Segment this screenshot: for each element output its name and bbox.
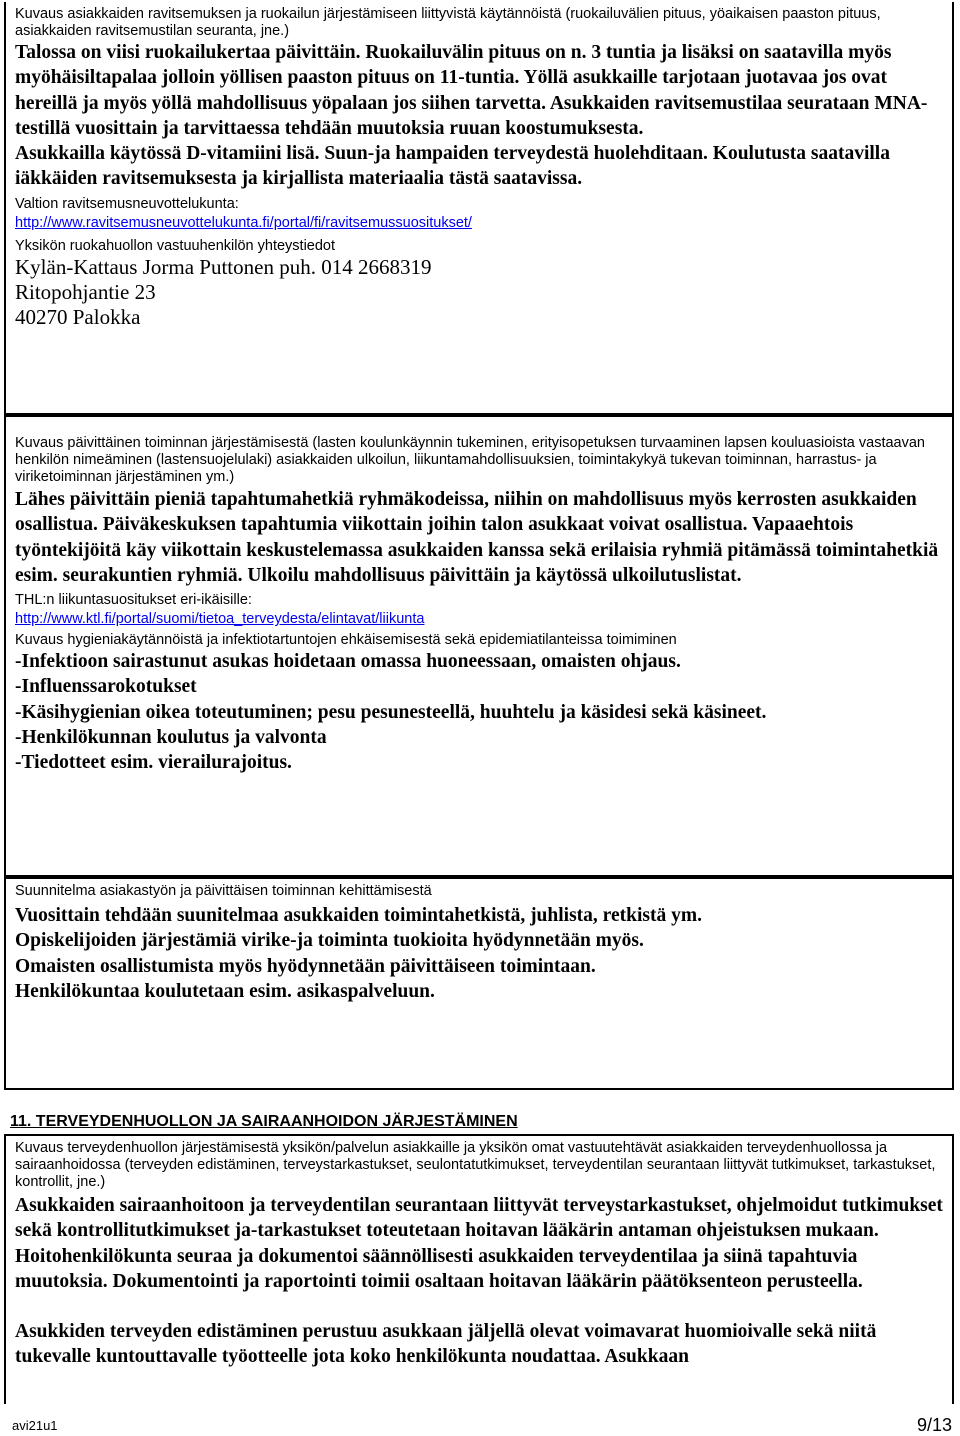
development-line: Vuosittain tehdään suunitelmaa asukkaiden toimintahetkistä, juhlista, retkistä ym. <box>15 905 702 926</box>
health-care-description: Asukkaiden sairaanhoitoon ja terveydentilan seurantaan liittyvät terveystarkastukset, ohjelmoidut tutkimukset sekä kontrollitutkimukset ja-tarkastukset toteutetaan hoitavan lääkärin antaman ohjeistuksen mukaan. Hoitohenkilökunta seuraa ja dokumentoi säännöllisesti asukkaiden terveydentilaa ja siinä tapahtuvia muutoksia. Dokumentointi ja raportointi toimii osaltaan hoitavan lääkärin päätöksenteon perusteella. <box>15 1195 943 1292</box>
development-line: Henkilökuntaa koulutetaan esim. asikaspalveluun. <box>15 980 435 1002</box>
development-line: Omaisten osallistumista myös hyödynnetään päivittäiseen toimintaan. <box>15 955 596 977</box>
hygiene-item: -Henkilökunnan koulutus ja valvonta <box>15 727 327 749</box>
activities-caption: Kuvaus päivittäinen toiminnan järjestämisestä (lasten koulunkäynnin tukeminen, erityisopetuksen turvaaminen lapsen kouluasioista vastaavan henkilön nimeäminen (lastensuojelulaki) asiakkaiden ulkoilun, liikuntamahdollisuuksien, toimintakykyä tukevan toiminnan, harrastus- ja viriketoiminnan järjestäminen ym.) <box>15 435 925 485</box>
hygiene-item: -Tiedotteet esim. vierailurajoitus. <box>15 752 292 774</box>
page-number: 9/13 <box>917 1415 953 1435</box>
contact-name: Kylän-Kattaus Jorma Puttonen puh. 014 2668319 <box>15 254 432 279</box>
development-caption: Suunnitelma asiakastyön ja päivittäisen toiminnan kehittämisestä <box>15 883 432 899</box>
nutrition-description-2: Asukkailla käytössä D-vitamiini lisä. Suun-ja hampaiden terveydestä huolehditaan. Koulutusta saatavilla iäkkäiden ravitsemuksesta ja kirjallista materiaalia tästä saatavissa. <box>15 143 890 190</box>
health-care-description-2: Asukkiden terveyden edistäminen perustuu asukkaan jäljellä olevat voimavarat huomioivalle sekä niitä tukevalle kuntouttavalle työotteelle jota koko henkilökunta noudattaa. Asukkaan <box>15 1321 877 1368</box>
activities-reference-link[interactable]: http://www.ktl.fi/portal/suomi/tietoa_terveydesta/elintavat/liikunta <box>15 611 425 628</box>
section-title: 11. TERVEYDENHUOLLON JA SAIRAANHOIDON JÄRJESTÄMINEN <box>10 1113 518 1130</box>
hygiene-item: -Käsihygienian oikea toteutuminen; pesu pesunesteellä, huuhtelu ja käsidesi sekä käsineet. <box>15 701 767 723</box>
nutrition-caption: Kuvaus asiakkaiden ravitsemuksen ja ruokailun järjestämiseen liittyvistä käytännöistä (ruokailuvälien pituus, yöaikaisen paaston pituus, asiakkaiden ravitsemustilan seuranta, jne.) <box>15 6 881 39</box>
contact-label: Yksikön ruokahuollon vastuuhenkilön yhteystiedot <box>15 237 336 254</box>
contact-city: 40270 Palokka <box>15 304 141 329</box>
hygiene-item: -Influenssarokotukset <box>15 676 197 698</box>
activities-description: Lähes päivittäin pieniä tapahtumahetkiä ryhmäkodeissa, niihin on mahdollisuus myös kerrosten asukkaiden osallistua. Päiväkeskuksen tapahtumia viikottain joihin talon asukkaat voivat osallistua. Vapaaehtois työntekijöitä käy viikottain keskustelemassa asukkaiden kanssa sekä erilaisia ryhmiä pitämässä toimintahetkiä esim. seurakuntien ryhmiä. Ulkoilu mahdollisuus päivittäin ja käytössä ulkoilutuslistat. <box>15 489 939 586</box>
health-care-caption: Kuvaus terveydenhuollon järjestämisestä yksikön/palvelun asiakkaille ja yksikön omat vastuutehtävät asiakkaiden terveydenhuollossa ja sairaanhoidossa (terveyden edistäminen, terveystarkastukset, seulontatutkimukset, terveydentilan seurantaan liittyvät tutkimukset, tarkastukset, kontrollit, jne.) <box>15 1140 936 1190</box>
nutrition-reference-label: Valtion ravitsemusneuvottelukunta: <box>15 195 239 212</box>
hygiene-item: -Infektioon sairastunut asukas hoidetaan omassa huoneessaan, omaisten ohjaus. <box>15 651 681 673</box>
contact-street: Ritopohjantie 23 <box>15 279 156 304</box>
development-plan-section <box>4 877 954 1090</box>
nutrition-description: Talossa on viisi ruokailukertaa päivittäin. Ruokailuvälin pituus on n. 3 tuntia ja lisäksi on saatavilla myös myöhäisiltapalaa jolloin yöllisen paaston pituus on 11-tuntia. Yöllä asukkaille tarjotaan juotavaa jos ovat hereillä ja myös yöllä mahdollisuus yöpalaan jos siihen tarvetta. Asukkaiden ravitsemustilaa seurataan MNA-testillä vuosittain ja tarvittaessa tehdään muutoksia ruuan koostumuksesta. <box>15 42 928 139</box>
nutrition-reference-link[interactable]: http://www.ravitsemusneuvottelukunta.fi/portal/fi/ravitsemussuositukset/ <box>15 214 472 231</box>
hygiene-caption: Kuvaus hygieniakäytännöistä ja infektiotartuntojen ehkäisemisestä sekä epidemiatilanteissa toimiminen <box>15 632 677 649</box>
document-code: avi21u1 <box>12 1418 58 1433</box>
nutrition-section <box>4 2 954 415</box>
health-care-section <box>4 1134 954 1404</box>
daily-activities-section <box>4 415 954 877</box>
development-line: Opiskelijoiden järjestämiä virike-ja toiminta tuokioita hyödynnetään myös. <box>15 930 644 952</box>
activities-reference-label: THL:n liikuntasuositukset eri-ikäisille: <box>15 592 252 609</box>
